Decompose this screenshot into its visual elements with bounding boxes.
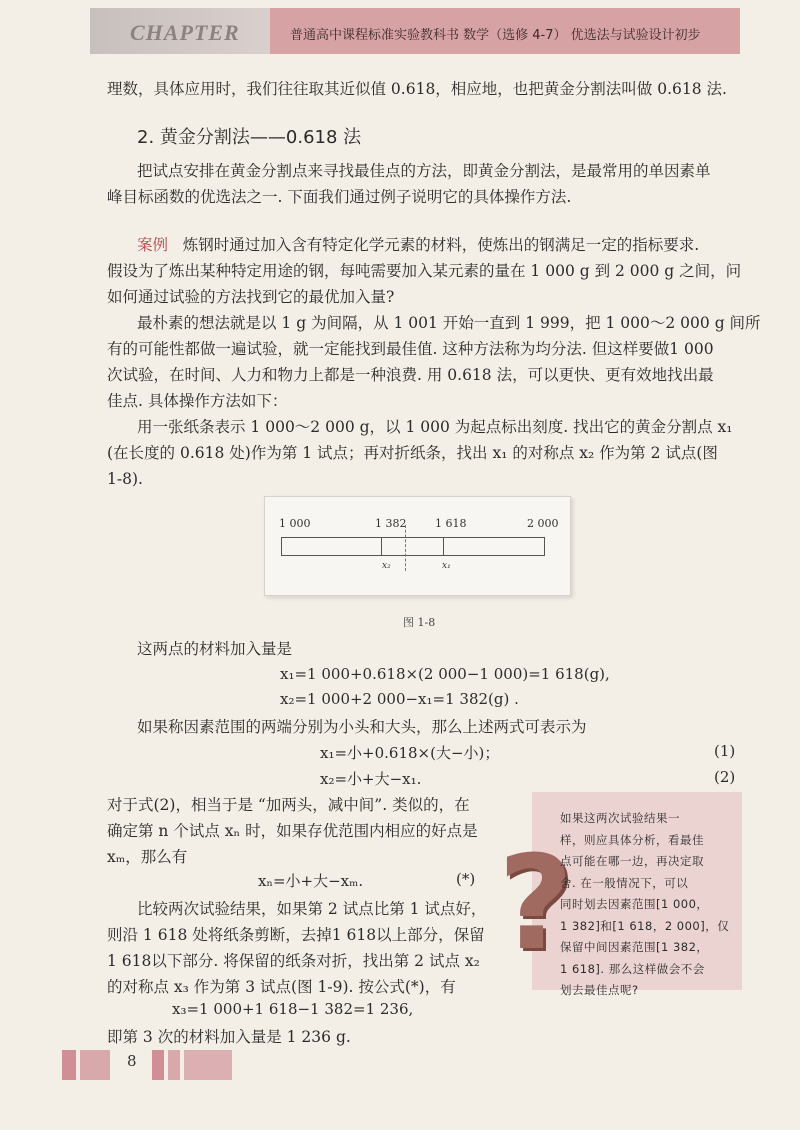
footer-bar xyxy=(80,1050,110,1080)
para7-line3: 1 618以下部分. 将保留的纸条对折，找出第 2 试点 x₂ xyxy=(107,952,480,970)
footer-bar xyxy=(168,1050,180,1080)
case-label: 案例 xyxy=(137,236,169,254)
case-text-1: 炼钢时通过加入含有特定化学元素的材料，使炼出的钢满足一定的指标要求. xyxy=(182,236,700,254)
mark-x1 xyxy=(443,538,444,555)
para7-line2: 则沿 1 618 处将纸条剪断，去掉1 618以上部分，保留 xyxy=(107,926,485,944)
para1-line2: 峰目标函数的优选法之一. 下面我们通过例子说明它的具体操作方法. xyxy=(107,188,572,206)
para3-line1: 用一张纸条表示 1 000～2 000 g，以 1 000 为起点标出刻度. 找出它的黄金分割点 x₁ xyxy=(137,418,733,436)
footer-bar xyxy=(184,1050,232,1080)
equation-x2: x₂=1 000+2 000−x₁=1 382(g) . xyxy=(280,690,519,708)
intro-line: 理数，具体应用时，我们往往取其近似值 0.618，相应地，也把黄金分割法叫做 0.618 法. xyxy=(107,80,727,98)
ruler-label-2000: 2 000 xyxy=(527,517,559,530)
para2-line2: 有的可能性都做一遍试验，就一定能找到最佳值. 这种方法称为均分法. 但这样要做1 000 xyxy=(107,340,714,358)
para5: 如果称因素范围的两端分别为小头和大头，那么上述两式可表示为 xyxy=(137,718,587,736)
para2-line3: 次试验，在时间、人力和物力上都是一种浪费. 用 0.618 法，可以更快、更有效地找出最 xyxy=(107,366,714,384)
case-line1 xyxy=(137,232,699,258)
para3-line2: (在长度的 0.618 处)作为第 1 试点；再对折纸条，找出 x₁ 的对称点 x₂ 作为第 2 试点(图 xyxy=(107,444,718,462)
equation-1-number: (1) xyxy=(714,742,736,760)
equation-star-number: (*) xyxy=(456,870,476,888)
equation-1: x₁=小+0.618×(大−小)； xyxy=(320,744,500,762)
para2-line1: 最朴素的想法就是以 1 g 为间隔，从 1 001 开始一直到 1 999，把 1 000～2 000 g 间所 xyxy=(137,314,761,332)
ruler-label-1382: 1 382 xyxy=(375,517,407,530)
para2-line4: 佳点. 具体操作方法如下： xyxy=(107,392,288,410)
equation-star: xₙ=小+大−xₘ. xyxy=(258,872,364,890)
para6-line3: xₘ，那么有 xyxy=(107,848,188,866)
equation-x1: x₁=1 000+0.618×(2 000−1 000)=1 618(g), xyxy=(280,665,610,683)
figure-1-8 xyxy=(264,496,571,596)
para4: 这两点的材料加入量是 xyxy=(137,640,293,658)
figure-caption: 图 1-8 xyxy=(403,616,436,629)
ruler-label-1000: 1 000 xyxy=(279,517,311,530)
para6-line1: 对于式(2)，相当于是 “加两头，减中间”. 类似的，在 xyxy=(107,796,470,814)
para6-line2: 确定第 n 个试点 xₙ 时，如果存优范围内相应的好点是 xyxy=(107,822,478,840)
case-line3: 如何通过试验的方法找到它的最优加入量? xyxy=(107,288,395,306)
x2-label: x₂ xyxy=(382,561,391,571)
question-mark-icon: ? xyxy=(498,827,574,979)
mark-x2 xyxy=(381,538,382,555)
footer-bar xyxy=(62,1050,76,1080)
paper-strip xyxy=(281,537,545,556)
para3-line3: 1-8). xyxy=(107,470,143,488)
para7-line1: 比较两次试验结果，如果第 2 试点比第 1 试点好， xyxy=(137,900,487,918)
equation-x3: x₃=1 000+1 618−1 382=1 236, xyxy=(172,1000,414,1018)
x1-label: x₁ xyxy=(442,561,451,571)
equation-2-number: (2) xyxy=(714,768,736,786)
fold-line xyxy=(405,525,406,571)
para8: 即第 3 次的材料加入量是 1 236 g. xyxy=(107,1028,351,1046)
footer-bar xyxy=(152,1050,164,1080)
para1-line1: 把试点安排在黄金分割点来寻找最佳点的方法，即黄金分割法，是最常用的单因素单 xyxy=(137,162,711,180)
page-header xyxy=(0,0,800,62)
para7-line4: 的对称点 x₃ 作为第 3 试点(图 1-9). 按公式(*)，有 xyxy=(107,978,456,996)
book-title: 普通高中课程标准实验教科书 数学（选修 4-7） 优选法与试验设计初步 xyxy=(290,28,701,43)
case-line2: 假设为了炼出某种特定用途的钢，每吨需要加入某元素的量在 1 000 g 到 2 000 g 之间，问 xyxy=(107,262,742,280)
section-title: 2. 黄金分割法——0.618 法 xyxy=(137,127,362,148)
ruler-label-1618: 1 618 xyxy=(435,517,467,530)
page-number: 8 xyxy=(127,1052,137,1070)
equation-2: x₂=小+大−x₁. xyxy=(320,770,422,788)
chapter-label: CHAPTER xyxy=(130,20,240,45)
question-text: 如果这两次试验结果一 样，则应具体分析，看最佳 点可能在哪一边，再决定取 舍. 在一般情况下，可以 同时划去因素范围[1 000， 1 382]和[1 618，2 000]，仅 保留中间因素范围[1 382， 1 618]. 那么这样做会不会 划去最佳点呢? xyxy=(560,811,730,997)
